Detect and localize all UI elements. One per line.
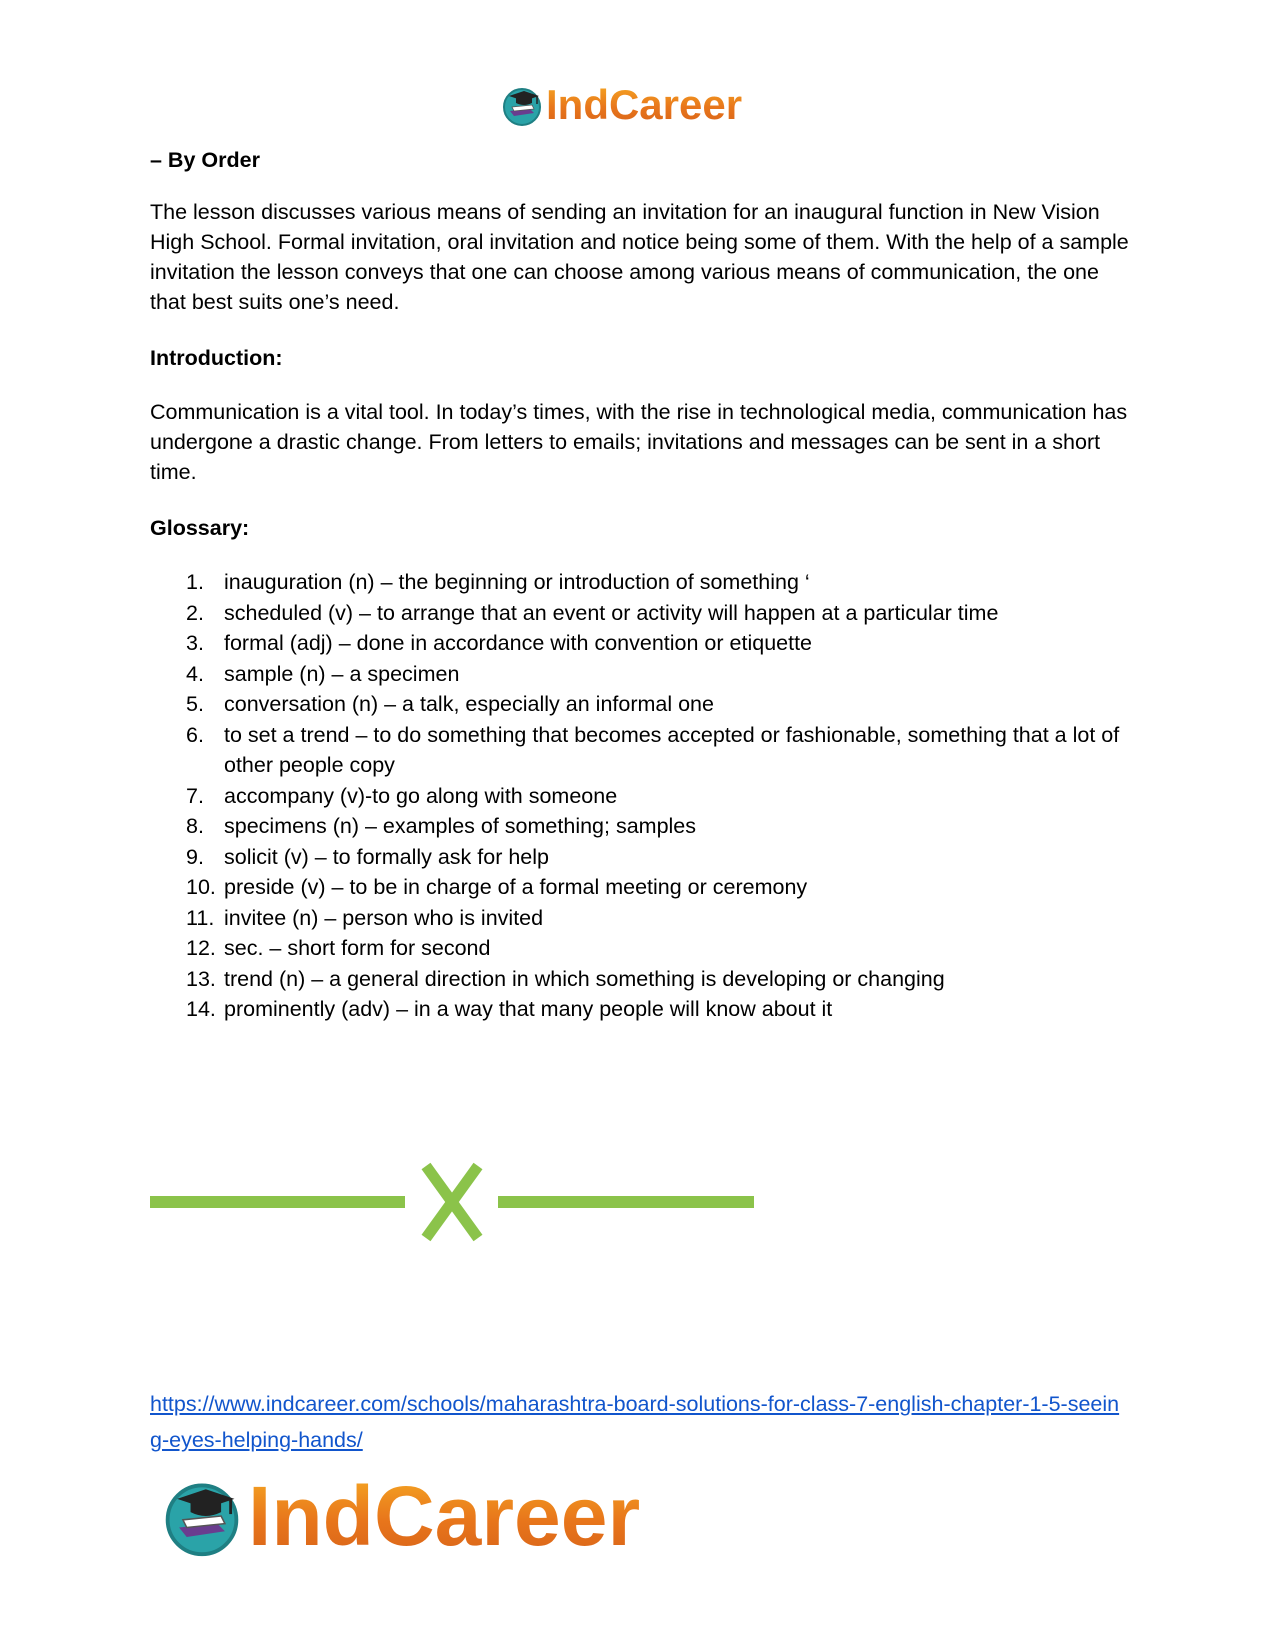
list-item	[150, 567, 1140, 598]
divider-line-left	[150, 1196, 405, 1208]
source-url-link[interactable]: https://www.indcareer.com/schools/maharashtra-board-solutions-for-class-7-english-chapter-1-5-seeing-eyes-helping-hands/	[150, 1392, 1120, 1452]
glossary-list	[150, 567, 1140, 1025]
list-item	[150, 933, 1140, 964]
list-item	[150, 964, 1140, 995]
list-item-number: 6.	[186, 722, 204, 747]
list-item-text: prominently (adv) – in a way that many people will know about it	[224, 997, 833, 1021]
list-item-number: 2.	[186, 600, 204, 625]
list-item-number: 4.	[186, 661, 204, 686]
list-item-number: 7.	[186, 783, 204, 808]
list-item-text: formal (adj) – done in accordance with convention or etiquette	[224, 631, 813, 655]
list-item-number: 5.	[186, 692, 204, 716]
document-body	[150, 145, 1140, 1025]
list-item-number: 10.	[186, 875, 216, 899]
list-item-number: 3.	[186, 631, 204, 655]
list-item-number: 9.	[186, 844, 204, 869]
list-item-text: invitee (n) – person who is invited	[224, 905, 544, 930]
brand-name: IndCareer	[546, 81, 743, 128]
list-item-number: 8.	[186, 814, 204, 838]
list-item	[150, 628, 1140, 659]
graduation-cap-books-globe-icon	[500, 83, 544, 127]
list-item-number: 1.	[186, 570, 204, 594]
list-item-text: to set a trend – to do something that becomes accepted or fashionable, something that a lot of other people copy	[224, 722, 1120, 777]
list-item-text: solicit (v) – to formally ask for help	[224, 844, 549, 869]
section-divider	[150, 1160, 760, 1242]
list-item	[150, 872, 1140, 903]
list-item-number: 14.	[186, 997, 216, 1021]
divider-line-right	[498, 1196, 754, 1208]
summary-paragraph: The lesson discusses various means of sending an invitation for an inaugural function in New Vision High School. Formal invitation, oral invitation and notice being some of them. With the help of a sample invitation the lesson conveys that one can choose among various means of communication, the one that best suits one’s need.	[150, 200, 1129, 314]
list-item	[150, 781, 1140, 812]
list-item-text: specimens (n) – examples of something; samples	[224, 814, 697, 838]
glossary-heading: Glossary:	[150, 516, 250, 540]
introduction-heading: Introduction:	[150, 346, 283, 370]
list-item	[150, 689, 1140, 720]
graduation-cap-books-globe-icon	[160, 1474, 244, 1558]
list-item-text: scheduled (v) – to arrange that an event or activity will happen at a particular time	[224, 600, 999, 625]
header-logo	[500, 80, 742, 130]
by-order-heading: – By Order	[150, 148, 260, 172]
list-item-number: 11.	[186, 905, 215, 930]
list-item-number: 13.	[186, 966, 216, 991]
list-item-text: preside (v) – to be in charge of a formal meeting or ceremony	[224, 875, 808, 899]
list-item	[150, 598, 1140, 629]
list-item	[150, 994, 1140, 1025]
list-item	[150, 659, 1140, 690]
x-cross-icon	[426, 1166, 478, 1238]
list-item-text: accompany (v)-to go along with someone	[224, 783, 618, 808]
brand-name: IndCareer	[248, 1469, 641, 1563]
list-item-text: sample (n) – a specimen	[224, 661, 460, 686]
list-item-text: trend (n) – a general direction in which something is developing or changing	[224, 966, 945, 991]
list-item	[150, 720, 1140, 781]
list-item	[150, 903, 1140, 934]
list-item-number: 12.	[186, 936, 216, 960]
list-item	[150, 842, 1140, 873]
list-item-text: sec. – short form for second	[224, 936, 491, 960]
list-item-text: conversation (n) – a talk, especially an informal one	[224, 692, 714, 716]
footer-logo	[160, 1470, 640, 1562]
list-item-text: inauguration (n) – the beginning or introduction of something ‘	[224, 570, 810, 594]
introduction-paragraph: Communication is a vital tool. In today’s times, with the rise in technological media, communication has undergone a drastic change. From letters to emails; invitations and messages can be sent in a short time.	[150, 400, 1128, 484]
list-item	[150, 811, 1140, 842]
